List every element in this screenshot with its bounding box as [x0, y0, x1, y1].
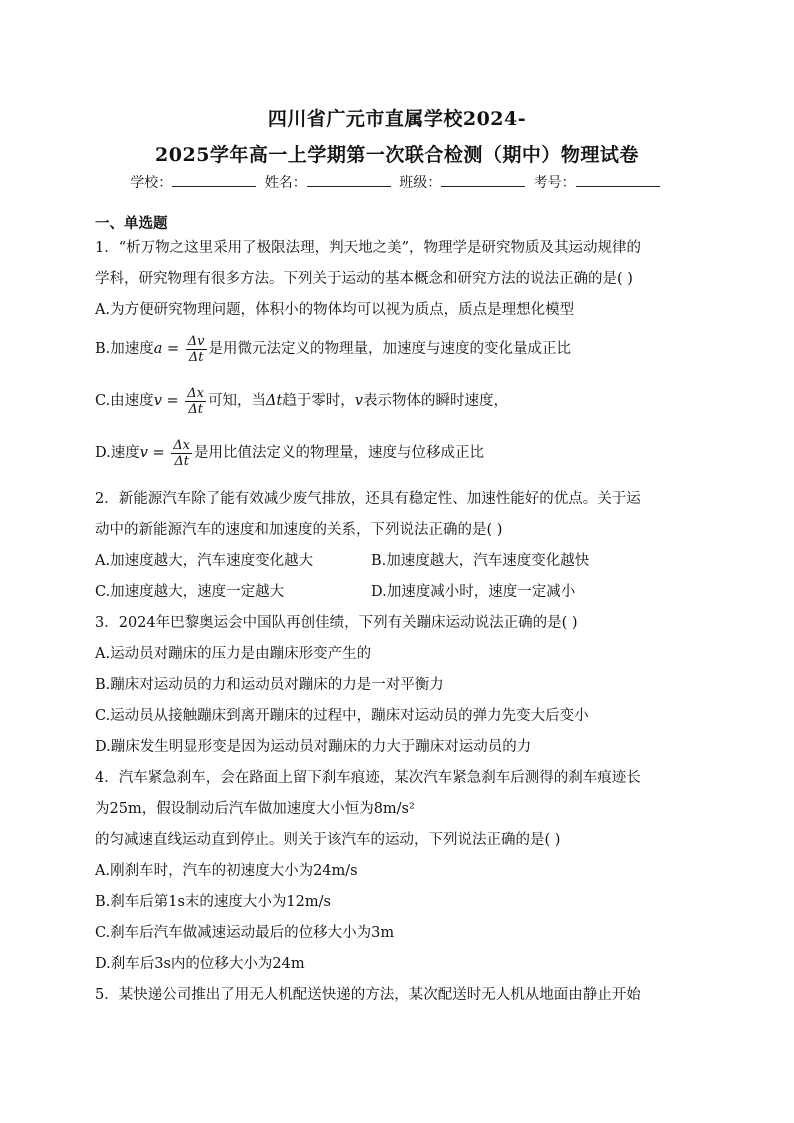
q3-option-c: C.运动员从接触蹦床到离开蹦床的过程中，蹦床对运动员的弹力先变大后变小	[95, 708, 589, 724]
q1-d-denominator: Δt	[174, 453, 189, 469]
q1-d-fraction	[171, 438, 192, 469]
school-blank[interactable]	[172, 173, 256, 187]
q1-c-prefix: C.由速度	[95, 393, 154, 409]
q1-option-b: B.加速度a = $\frac{\Delta v}{\Delta t}$ 是用微元法定义的物理量，加速度与速度的变化量成正比	[95, 333, 572, 365]
q4-stem-line2: 为25m，假设制动后汽车做加速度大小恒为8m/s²	[95, 801, 415, 817]
q1-c-var: v	[153, 393, 162, 409]
q1-c-fraction	[185, 386, 206, 417]
q1-option-c: C.由速度v = $\frac{\Delta x}{\Delta t}$ 可知，当Δt趋于零时，v表示物体的瞬时速度，	[95, 385, 509, 417]
q2-stem-line1: 2．新能源汽车除了能有效减少废气排放，还具有稳定性、加速性能好的优点。关于运	[95, 491, 641, 507]
class-label: 班级：	[399, 175, 442, 191]
q1-stem-line1: 1．“析万物之这里采用了极限法理，判天地之美”，物理学是研究物质及其运动规律的	[95, 240, 642, 256]
q2-stem-line2: 动中的新能源汽车的速度和加速度的关系，下列说法正确的是( )	[95, 522, 503, 538]
q1-d-suffix: 是用比值法定义的物理量，速度与位移成正比	[194, 445, 485, 461]
class-blank[interactable]	[441, 173, 525, 187]
q3-option-d: D.蹦床发生明显形变是因为运动员对蹦床的力大于蹦床对运动员的力	[95, 739, 532, 755]
q5-stem-line1: 5．某快递公司推出了用无人机配送快递的方法，某次配送时无人机从地面由静止开始	[95, 987, 641, 1003]
q1-option-d: D.速度v = $\frac{\Delta x}{\Delta t}$ 是用比值法定义的物理量，速度与位移成正比	[95, 437, 485, 469]
q4-option-a: A.刚刹车时，汽车的初速度大小为24m/s	[95, 863, 358, 879]
q1-c-mid: 可知，当	[208, 393, 266, 409]
q1-d-numerator: Δx	[173, 437, 191, 453]
q1-d-prefix: D.速度	[95, 445, 140, 461]
section-heading: 一、单选题	[95, 215, 168, 232]
exam-title-line2: 2025学年高一上学期第一次联合检测（期中）物理试卷	[155, 144, 639, 166]
exam-number-blank[interactable]	[576, 173, 660, 187]
q3-option-b: B.蹦床对运动员的力和运动员对蹦床的力是一对平衡力	[95, 677, 444, 693]
q1-b-var: a	[153, 341, 163, 357]
q4-option-d: D.刹车后3s内的位移大小为24m	[95, 956, 305, 972]
q1-b-prefix: B.加速度	[95, 341, 154, 357]
name-blank[interactable]	[307, 173, 391, 187]
exam-title-line1: 四川省广元市直属学校2024-	[267, 108, 527, 130]
q2-options-row2	[95, 582, 576, 602]
q1-b-denominator: Δt	[188, 349, 204, 365]
q1-option-a: A.为方便研究物理问题，体积小的物体均可以视为质点，质点是理想化模型	[95, 302, 575, 318]
q1-b-suffix: 是用微元法定义的物理量，加速度与速度的变化量成正比	[208, 341, 572, 357]
q2-option-d: D.加速度减小时，速度一定减小	[371, 584, 576, 600]
q1-stem-line2: 学科，研究物理有很多方法。下列关于运动的基本概念和研究方法的说法正确的是( )	[95, 271, 633, 287]
q1-c-suffix: 表示物体的瞬时速度，	[363, 393, 509, 409]
q1-c-v: v	[354, 393, 364, 409]
q1-c-mid2: 趋于零时，	[282, 393, 355, 409]
q1-c-denominator: Δt	[188, 401, 203, 417]
q1-d-var: v	[139, 445, 148, 461]
q2-option-a: A.加速度越大，汽车速度变化越大	[95, 553, 314, 569]
student-info-row	[0, 172, 794, 192]
q1-b-fraction	[186, 334, 207, 365]
q4-stem-line1: 4．汽车紧急刹车，会在路面上留下刹车痕迹，某次汽车紧急刹车后测得的刹车痕迹长	[95, 770, 641, 786]
q3-stem: 3．2024年巴黎奥运会中国队再创佳绩，下列有关蹦床运动说法正确的是( )	[95, 615, 578, 631]
q3-option-a: A.运动员对蹦床的压力是由蹦床形变产生的	[95, 646, 372, 662]
q2-option-c: C.加速度越大，速度一定越大	[95, 584, 285, 600]
q2-options-row1	[95, 551, 590, 571]
q1-b-numerator: Δv	[187, 333, 205, 349]
name-label: 姓名：	[264, 175, 307, 191]
q2-option-b: B.加速度越大，汽车速度变化越快	[371, 553, 590, 569]
q1-c-dt: Δt	[266, 393, 283, 409]
q4-stem-line3: 的匀减速直线运动直到停止。则关于该汽车的运动，下列说法正确的是( )	[95, 832, 561, 848]
q1-c-numerator: Δx	[187, 385, 204, 401]
school-label: 学校：	[130, 175, 173, 191]
exam-number-label: 考号：	[533, 175, 576, 191]
q4-option-b: B.刹车后第1s末的速度大小为12m/s	[95, 894, 331, 910]
q4-option-c: C.刹车后汽车做减速运动最后的位移大小为3m	[95, 925, 395, 941]
